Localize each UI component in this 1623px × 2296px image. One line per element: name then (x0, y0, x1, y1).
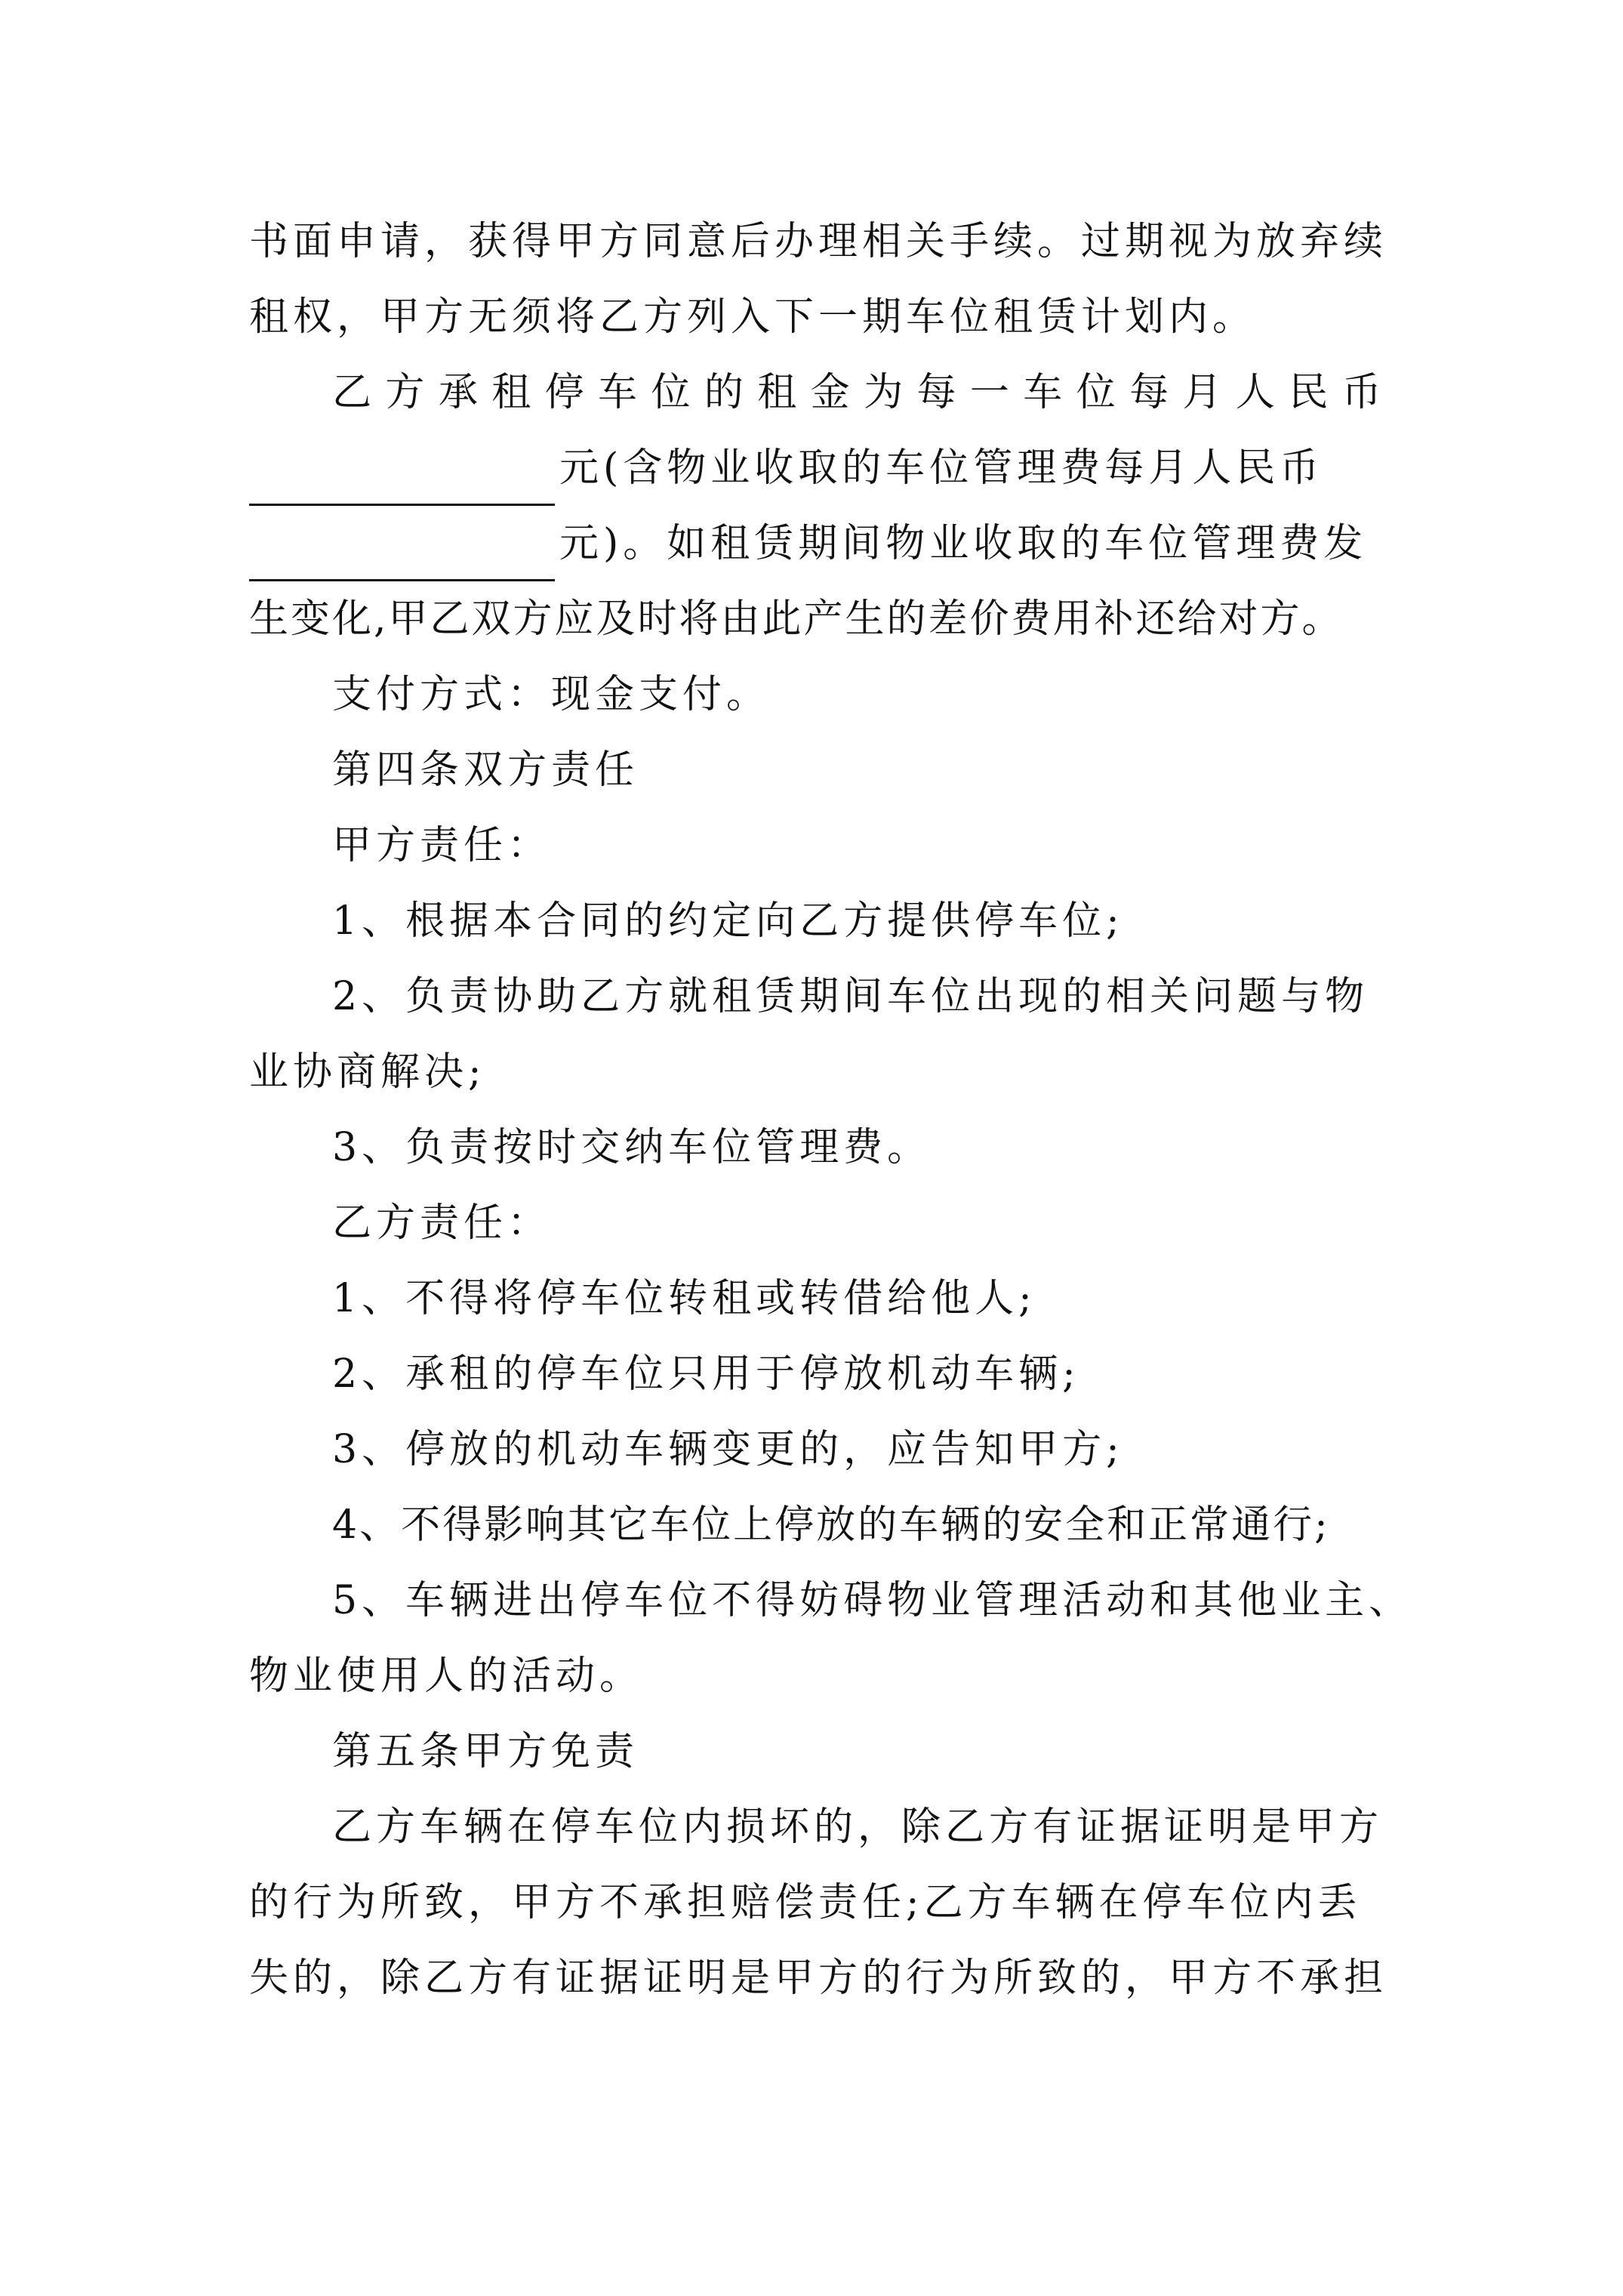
justified-char: 民 (1289, 370, 1329, 415)
text-line: 乙方车辆在停车位内损坏的，除乙方有证据证明是甲方 (332, 1804, 1384, 1850)
justified-char: 每 (916, 370, 956, 415)
justified-char: 车 (598, 370, 638, 415)
text-line: 的行为所致，甲方不承担赔偿责任;乙方车辆在停车位内丢 (249, 1880, 1362, 1925)
text-line: 租权，甲方无须将乙方列入下一期车位租赁计划内。 (249, 294, 1257, 340)
fee-amount-blank[interactable] (249, 534, 555, 581)
list-item: 2、负责协助乙方就租赁期间车位出现的相关问题与物 (332, 974, 1369, 1019)
rent-amount-line (249, 430, 1381, 506)
justified-char: 位 (651, 370, 691, 415)
justified-char: 租 (757, 370, 797, 415)
text-line: 失的，除乙方有证据证明是甲方的行为所致的，甲方不承担 (249, 1955, 1388, 2001)
justified-char: 人 (1235, 370, 1275, 415)
payment-method: 支付方式：现金支付。 (332, 672, 771, 717)
party-a-heading: 甲方责任： (332, 823, 552, 868)
justified-char: 的 (704, 370, 744, 415)
list-item: 3、负责按时交纳车位管理费。 (332, 1125, 932, 1170)
rent-amount-blank[interactable] (249, 458, 555, 506)
justified-char: 月 (1182, 370, 1222, 415)
list-item: 4、不得影响其它车位上停放的车辆的安全和正常通行; (332, 1502, 1330, 1548)
justified-char: 乙 (332, 370, 372, 415)
justified-char: 金 (810, 370, 850, 415)
justified-char: 每 (1129, 370, 1169, 415)
justified-char: 租 (491, 370, 531, 415)
list-item: 3、停放的机动车辆变更的，应告知甲方; (332, 1427, 1124, 1472)
list-item: 2、承租的停车位只用于停放机动车辆; (332, 1351, 1080, 1397)
justified-char: 停 (544, 370, 584, 415)
section-heading: 第四条双方责任 (332, 747, 639, 793)
fee-amount-line (249, 506, 1381, 581)
rent-clause-line (332, 355, 1381, 430)
text-line: 书面申请，获得甲方同意后办理相关手续。过期视为放弃续 (249, 219, 1388, 264)
rent-amount-text: 元(含物业收取的车位管理费每月人民币 (559, 445, 1324, 491)
party-b-heading: 乙方责任： (332, 1200, 552, 1246)
section-heading: 第五条甲方免责 (332, 1729, 639, 1774)
justified-char: 为 (864, 370, 904, 415)
text-line: 生变化,甲乙双方应及时将由此产生的差价费用补还给对方。 (249, 596, 1344, 642)
list-item: 1、根据本合同的约定向乙方提供停车位; (332, 898, 1124, 944)
justified-char: 方 (385, 370, 425, 415)
list-item: 1、不得将停车位转租或转借给他人; (332, 1276, 1036, 1321)
justified-char: 承 (438, 370, 478, 415)
list-item: 5、车辆进出停车位不得妨碍物业管理活动和其他业主、 (332, 1578, 1413, 1623)
justified-char: 车 (1023, 370, 1063, 415)
justified-char: 币 (1341, 370, 1381, 415)
fee-amount-text: 元)。如租赁期间物业收取的车位管理费发 (559, 521, 1368, 566)
text-line: 物业使用人的活动。 (249, 1653, 644, 1699)
justified-char: 一 (969, 370, 1009, 415)
text-line: 业协商解决; (249, 1049, 486, 1095)
justified-char: 位 (1076, 370, 1116, 415)
